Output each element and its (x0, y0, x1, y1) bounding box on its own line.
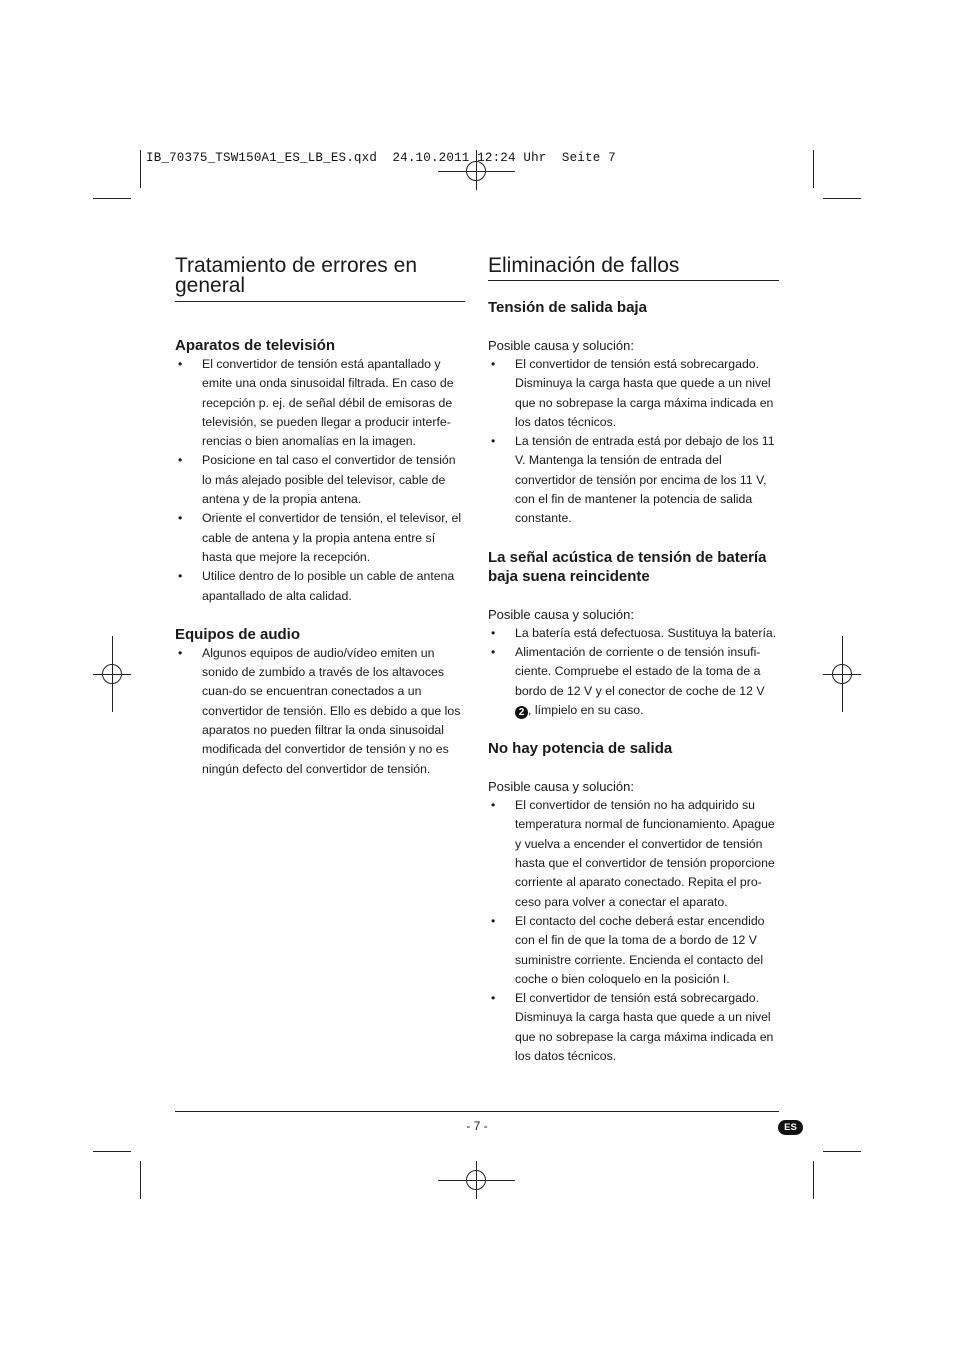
list-item: • El convertidor de tensión no ha adquirido su temperatura normal de funcionamiento. Apague y vuelva a encender el convertidor de tensión hasta que el convertidor de tensión proporcione corriente al aparato conectado. Repita el pro-ceso para volver a conectar el aparato. (488, 796, 779, 912)
crop-mark (93, 1151, 131, 1152)
subheading-low-battery-alarm: La señal acústica de tensión de batería baja suena reincidente (488, 548, 767, 585)
list-item: • El contacto del coche deberá estar encendido con el fin de que la toma de a bordo de 12 V suministre corriente. Encienda el contacto del coche o bien coloquelo en la posición I. (488, 912, 779, 989)
print-slug (146, 151, 616, 165)
registration-mark (466, 161, 486, 181)
cause-label: Posible causa y solución: (488, 606, 634, 622)
slug-date: 24.10.2011 (392, 151, 470, 165)
tv-list (175, 355, 465, 606)
slug-page: Seite 7 (561, 151, 616, 165)
crop-mark (813, 150, 814, 188)
list-item-text: Alimentación de corriente o de tensión insufi-ciente. Compruebe el estado de la toma de a bordo de 12 V y el conector de coche de 12 V (515, 644, 765, 698)
section-title-errors: Tratamiento de errores en general (175, 256, 465, 302)
subheading-tv: Aparatos de televisión (175, 337, 336, 354)
list-item: • Oriente el convertidor de tensión, el televisor, el cable de antena y la propia antena entre sí hasta que mejore la recepción. (175, 509, 465, 567)
reference-number-badge: 2 (515, 706, 528, 719)
crop-mark (823, 198, 861, 199)
crop-mark (93, 198, 131, 199)
list-item (488, 643, 779, 720)
registration-mark (832, 664, 852, 684)
audio-list (175, 644, 465, 779)
subheading-no-output: No hay potencia de salida (488, 740, 673, 758)
list-item: • El convertidor de tensión está sobrecargado. Disminuya la carga hasta que quede a un nivel que no sobrepase la carga máxima indicada en los datos técnicos. (488, 989, 779, 1066)
left-column (175, 256, 465, 779)
crop-mark (140, 1161, 141, 1199)
cause-label: Posible causa y solución: (488, 338, 634, 353)
crop-mark (813, 1161, 814, 1199)
low-battery-list (488, 624, 779, 720)
section-title-troubleshooting: Eliminación de fallos (488, 256, 779, 281)
crop-mark (823, 1151, 861, 1152)
slug-time: 12:24 Uhr (477, 151, 547, 165)
list-item: • La tensión de entrada está por debajo de los 11 V. Mantenga la tensión de entrada del convertidor de tensión por encima de los 11 V, con el fin de mantener la potencia de salida constante. (488, 432, 779, 528)
registration-mark (102, 664, 122, 684)
language-badge: ES (778, 1120, 803, 1135)
list-item-text: , límpielo en su caso. (528, 702, 644, 717)
low-output-list (488, 355, 779, 529)
list-item: • Posicione en tal caso el convertidor de tensión lo más alejado posible del televisor, cable de antena y de la propia antena. (175, 451, 465, 509)
footer-rule (175, 1111, 779, 1112)
list-item: • Utilice dentro de lo posible un cable de antena apantallado de alta calidad. (175, 567, 465, 606)
list-item: • La batería está defectuosa. Sustituya la batería. (488, 624, 779, 643)
page-number: - 7 - (466, 1119, 488, 1133)
subheading-audio: Equipos de audio (175, 625, 301, 643)
list-item: • El convertidor de tensión está sobrecargado. Disminuya la carga hasta que quede a un nivel que no sobrepase la carga máxima indicada en los datos técnicos. (488, 355, 779, 432)
list-item: • El convertidor de tensión está apantallado y emite una onda sinusoidal filtrada. En caso de recepción p. ej. de señal débil de emisoras de televisión, se pueden llegar a producir interfe-rencias o bien anomalías en la imagen. (175, 355, 465, 451)
slug-filename: IB_70375_TSW150A1_ES_LB_ES.qxd (146, 151, 378, 165)
subheading-low-output: Tensión de salida baja (488, 299, 647, 316)
crop-mark (140, 150, 141, 188)
right-column (488, 256, 779, 1066)
no-output-list (488, 796, 779, 1066)
list-item: • Algunos equipos de audio/vídeo emiten un sonido de zumbido a través de los altavoces cuan-do se encuentran conectados a un convertidor de tensión. Ello es debido a que los aparatos no pueden filtrar la onda sinusoidal modificada del convertidor de tensión y no es ningún defecto del convertidor de tensión. (175, 644, 465, 779)
cause-label: Posible causa y solución: (488, 779, 634, 795)
registration-mark (466, 1170, 486, 1190)
